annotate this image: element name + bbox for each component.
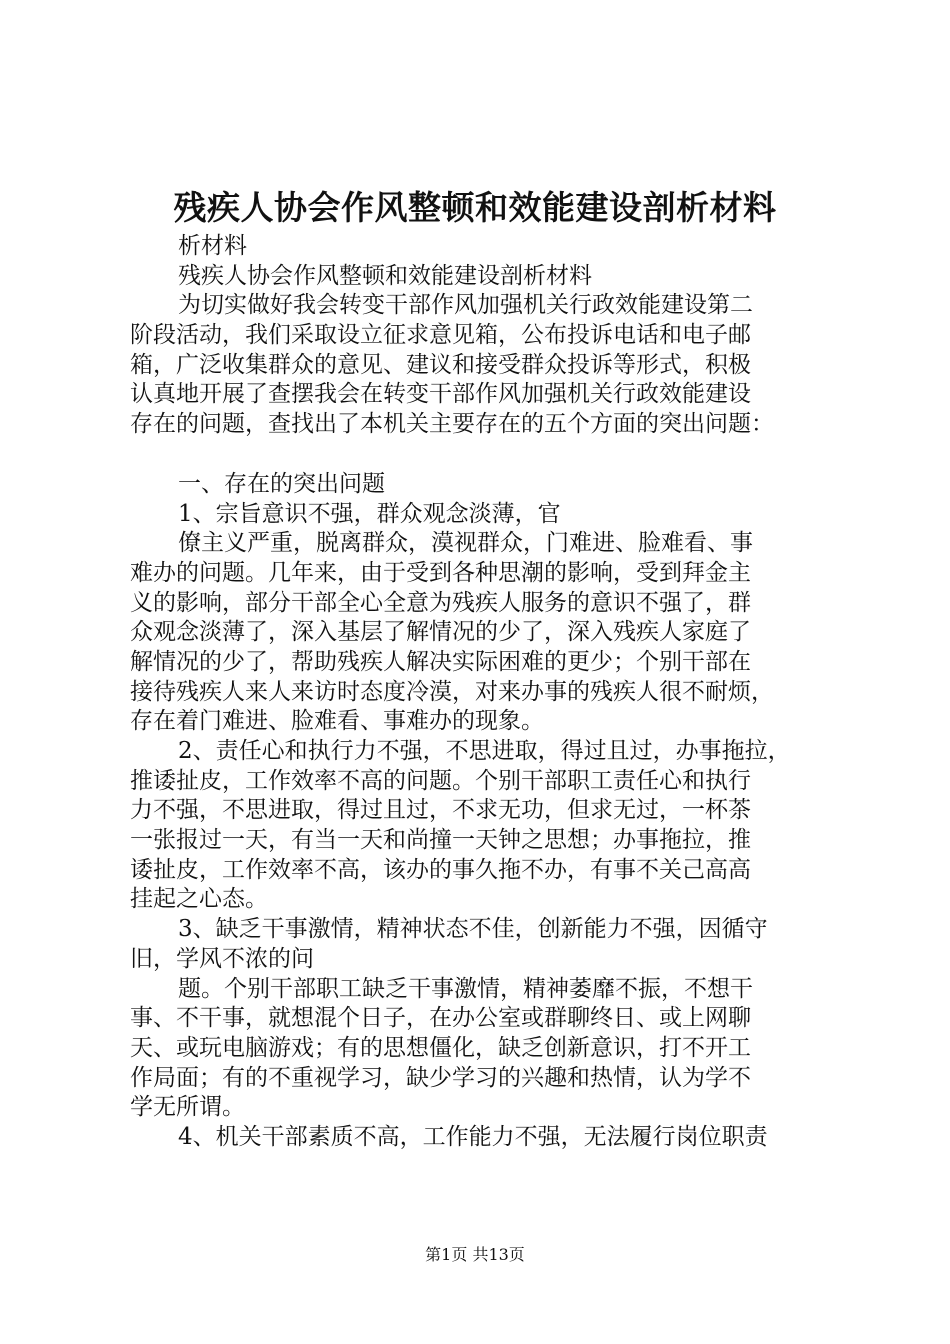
text-line: 挂起之心态。 [130,886,268,913]
text-line: 推诿扯皮，工作效率不高的问题。个别干部职工责任心和执行 [130,767,751,794]
text-line: 旧，学风不浓的问 [130,945,314,972]
text-line: 一张报过一天，有当一天和尚撞一天钟之思想；办事拖拉，推 [130,827,751,854]
text-line: 认真地开展了查摆我会在转变干部作风加强机关行政效能建设 [130,381,751,408]
text-line: 存在的问题，查找出了本机关主要存在的五个方面的突出问题： [130,411,774,438]
section-heading: 一、存在的突出问题 [178,470,385,497]
text-line: 学无所谓。 [130,1094,245,1121]
text-line: 为切实做好我会转变干部作风加强机关行政效能建设第二 [178,292,753,319]
text-line: 难办的问题。几年来，由于受到各种思潮的影响，受到拜金主 [130,559,751,586]
text-line: 诿扯皮，工作效率不高，该办的事久拖不办，有事不关己高高 [130,856,751,883]
text-line: 1、宗旨意识不强，群众观念淡薄，官 [178,500,561,527]
text-line: 题。个别干部职工缺乏干事激情，精神萎靡不振，不想干 [178,975,753,1002]
text-line: 箱，广泛收集群众的意见、建议和接受群众投诉等形式，积极 [130,351,751,378]
text-line: 接待残疾人来人来访时态度冷漠，对来办事的残疾人很不耐烦， [130,678,774,705]
text-line: 解情况的少了，帮助残疾人解决实际困难的更少；个别干部在 [130,648,751,675]
paragraph-gap [130,440,830,470]
text-line: 僚主义严重，脱离群众，漠视群众，门难进、脸难看、事 [178,530,753,557]
text-line: 存在着门难进、脸难看、事难办的现象。 [130,708,544,735]
text-line: 义的影响，部分干部全心全意为残疾人服务的意识不强了，群 [130,589,751,616]
text-line: 众观念淡薄了，深入基层了解情况的少了，深入残疾人家庭了 [130,619,751,646]
text-line: 残疾人协会作风整顿和效能建设剖析材料 [178,262,592,289]
page-footer: 第1页 共13页 [425,1245,525,1264]
text-line: 阶段活动，我们采取设立征求意见箱，公布投诉电话和电子邮 [130,322,751,349]
text-line: 3、缺乏干事激情，精神状态不佳，创新能力不强，因循守 [178,916,768,943]
document-title: 残疾人协会作风整顿和效能建设剖析材料 [173,188,777,227]
text-line: 力不强，不思进取，得过且过，不求无功，但求无过，一杯茶 [130,797,751,824]
text-line: 析材料 [178,233,247,259]
text-line: 2、责任心和执行力不强，不思进取，得过且过，办事拖拉， [178,738,791,764]
text-line: 作局面；有的不重视学习，缺少学习的兴趣和热情，认为学不 [130,1064,751,1091]
text-line: 4、机关干部素质不高，工作能力不强，无法履行岗位职责 [178,1123,768,1150]
text-line: 事、不干事，就想混个日子，在办公室或群聊终日、或上网聊 [130,1005,751,1032]
document-body [130,232,830,1153]
text-line: 天、或玩电脑游戏；有的思想僵化，缺乏创新意识，打不开工 [130,1034,751,1061]
